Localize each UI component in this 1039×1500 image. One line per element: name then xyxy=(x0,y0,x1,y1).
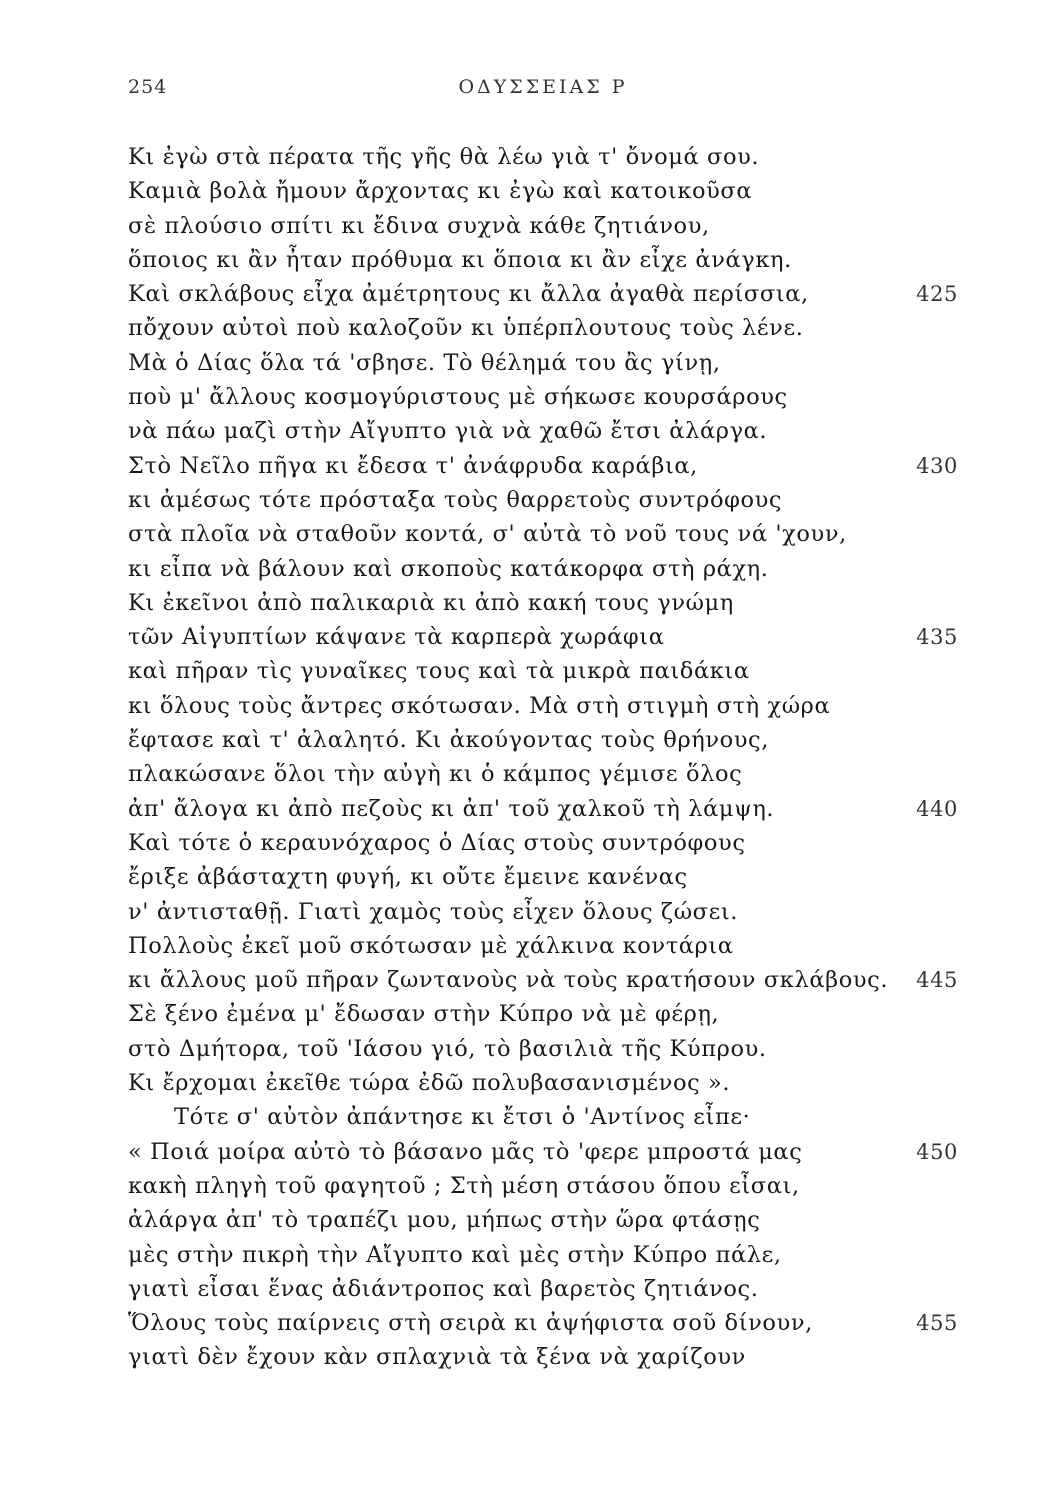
verse-text: Καμιὰ βολὰ ἤμουν ἄρχοντας κι ἐγὼ καὶ κατοικοῦσα xyxy=(128,178,753,205)
verse-number: 440 xyxy=(916,796,958,821)
verse-text: ἀλάργα ἀπ' τὸ τραπέζι μου, μήπως στὴν ὥρα φτάσῃς xyxy=(128,1207,761,1234)
verse-text: ἀπ' ἄλογα κι ἀπὸ πεζοὺς κι ἀπ' τοῦ χαλκοῦ τὴ λάμψη. xyxy=(128,795,775,822)
verse-text: « Ποιά μοίρα αὐτὸ τὸ βάσανο μᾶς τὸ 'φερε μπροστά μας xyxy=(128,1138,803,1165)
verse-line xyxy=(128,1340,958,1374)
verse-text: Μὰ ὁ Δίας ὅλα τά 'σβησε. Τὸ θέλημά του ἂς γίνῃ, xyxy=(128,349,721,376)
verse-line xyxy=(128,517,958,551)
verse-line xyxy=(128,620,958,654)
verse-text: κι ἄλλους μοῦ πῆραν ζωντανοὺς νὰ τοὺς κρατήσουν σκλάβους. xyxy=(128,967,889,994)
verse-line xyxy=(128,414,958,448)
verse-line xyxy=(128,449,958,483)
running-head xyxy=(128,76,958,106)
verse-line xyxy=(128,654,958,688)
verse-text: γιατὶ δὲν ἔχουν κὰν σπλαχνιὰ τὰ ξένα νὰ χαρίζουν xyxy=(128,1344,746,1371)
verse-line xyxy=(128,1135,958,1169)
verse-line xyxy=(128,243,958,277)
verse-text: γιατὶ εἶσαι ἕνας ἀδιάντροπος καὶ βαρετὸς ζητιάνος. xyxy=(128,1275,759,1302)
verse-number: 455 xyxy=(916,1311,958,1336)
verse-line xyxy=(128,311,958,345)
verse-text: τῶν Αἰγυπτίων κάψανε τὰ καρπερὰ χωράφια xyxy=(128,624,665,651)
verse-line xyxy=(128,792,958,826)
verse-text: Ὅλους τοὺς παίρνεις στὴ σειρὰ κι ἀψήφιστα σοῦ δίνουν, xyxy=(128,1310,813,1337)
verse-line xyxy=(128,1306,958,1340)
verse-number: 450 xyxy=(916,1139,958,1164)
verse-text: πὄχουν αὐτοὶ ποὺ καλοζοῦν κι ὑπέρπλουτους τοὺς λένε. xyxy=(128,315,804,342)
verse-line xyxy=(128,209,958,243)
verse-line xyxy=(128,483,958,517)
verse-text: σὲ πλούσιο σπίτι κι ἔδινα συχνὰ κάθε ζητιάνου, xyxy=(128,212,710,239)
verse-text: Τότε σ' αὐτὸν ἀπάντησε κι ἔτσι ὁ 'Αντίνος εἶπε· xyxy=(174,1104,751,1131)
verse-line xyxy=(128,552,958,586)
verse-line xyxy=(128,140,958,174)
verse-text: Κι ἐκεῖνοι ἀπὸ παλικαριὰ κι ἀπὸ κακή τους γνώμη xyxy=(128,589,734,616)
verse-line xyxy=(128,1203,958,1237)
verse-line xyxy=(128,826,958,860)
verse-line xyxy=(128,1272,958,1306)
verse-text: Πολλοὺς ἐκεῖ μοῦ σκότωσαν μὲ χάλκινα κοντάρια xyxy=(128,932,734,959)
verse-line xyxy=(128,723,958,757)
verse-text: μὲς στὴν πικρὴ τὴν Αἴγυπτο καὶ μὲς στὴν Κύπρο πάλε, xyxy=(128,1241,782,1268)
verse-line xyxy=(128,1032,958,1066)
verse-line xyxy=(128,586,958,620)
verse-text: Κι ἔρχομαι ἐκεῖθε τώρα ἐδῶ πολυβασανισμένος ». xyxy=(128,1070,731,1097)
verse-line xyxy=(128,860,958,894)
verse-text: ποὺ μ' ἄλλους κοσμογύριστους μὲ σήκωσε κουρσάρους xyxy=(128,384,788,411)
page-number: 254 xyxy=(128,76,168,98)
verse-line xyxy=(128,1238,958,1272)
verse-line xyxy=(128,997,958,1031)
verse-line xyxy=(128,963,958,997)
verse-line xyxy=(128,929,958,963)
verse-block xyxy=(128,140,958,1375)
verse-text: κακὴ πληγὴ τοῦ φαγητοῦ ; Στὴ μέση στάσου ὅπου εἶσαι, xyxy=(128,1172,800,1199)
verse-text: κι ὅλους τοὺς ἄντρες σκότωσαν. Μὰ στὴ στιγμὴ στὴ χώρα xyxy=(128,692,831,719)
verse-text: Κι ἐγὼ στὰ πέρατα τῆς γῆς θὰ λέω γιὰ τ' ὄνομά σου. xyxy=(128,144,760,170)
verse-number: 425 xyxy=(916,282,958,307)
verse-line xyxy=(128,689,958,723)
verse-text: ν' ἀντισταθῇ. Γιατὶ χαμὸς τοὺς εἶχεν ὅλους ζώσει. xyxy=(128,898,739,925)
verse-number: 445 xyxy=(916,968,958,993)
verse-text: Σὲ ξένο ἐμένα μ' ἔδωσαν στὴν Κύπρο νὰ μὲ φέρῃ, xyxy=(128,1001,720,1028)
verse-number: 430 xyxy=(916,453,958,478)
verse-text: ἔριξε ἀβάσταχτη φυγή, κι οὔτε ἔμεινε κανένας xyxy=(128,864,688,891)
verse-line xyxy=(128,277,958,311)
verse-text: κι εἶπα νὰ βάλουν καὶ σκοποὺς κατάκορφα στὴ ράχη. xyxy=(128,555,769,582)
verse-line xyxy=(128,1169,958,1203)
verse-line xyxy=(128,1100,958,1134)
verse-text: καὶ πῆραν τὶς γυναῖκες τους καὶ τὰ μικρὰ παιδάκια xyxy=(128,658,750,685)
verse-line xyxy=(128,380,958,414)
verse-text: ὅποιος κι ἂν ἦταν πρόθυμα κι ὅποια κι ἂν εἶχε ἀνάγκη. xyxy=(128,246,792,273)
verse-text: στὰ πλοῖα νὰ σταθοῦν κοντά, σ' αὐτὰ τὸ νοῦ τους νά 'χουν, xyxy=(128,521,847,548)
verse-line xyxy=(128,174,958,208)
verse-text: Καὶ σκλάβους εἶχα ἀμέτρητους κι ἄλλα ἀγαθὰ περίσσια, xyxy=(128,281,809,308)
verse-text: πλακώσανε ὅλοι τὴν αὐγὴ κι ὁ κάμπος γέμισε ὅλος xyxy=(128,761,743,788)
verse-line xyxy=(128,346,958,380)
verse-text: νὰ πάω μαζὶ στὴν Αἴγυπτο γιὰ νὰ χαθῶ ἔτσι ἀλάργα. xyxy=(128,418,768,445)
book-title: ΟΔΥΣΣΕΙΑΣ Ρ xyxy=(458,76,628,98)
verse-text: ἔφτασε καὶ τ' ἀλαλητό. Κι ἀκούγοντας τοὺς θρήνους, xyxy=(128,727,770,754)
verse-text: Καὶ τότε ὁ κεραυνόχαρος ὁ Δίας στοὺς συντρόφους xyxy=(128,829,746,856)
verse-text: Στὸ Νεῖλο πῆγα κι ἔδεσα τ' ἀνάφρυδα καράβια, xyxy=(128,452,698,479)
verse-text: στὸ Δμήτορα, τοῦ 'Ιάσου γιό, τὸ βασιλιὰ τῆς Κύπρου. xyxy=(128,1035,767,1062)
verse-number: 435 xyxy=(916,625,958,650)
verse-line xyxy=(128,1066,958,1100)
verse-text: κι ἀμέσως τότε πρόσταξα τοὺς θαρρετοὺς συντρόφους xyxy=(128,486,783,513)
verse-line xyxy=(128,757,958,791)
verse-line xyxy=(128,895,958,929)
